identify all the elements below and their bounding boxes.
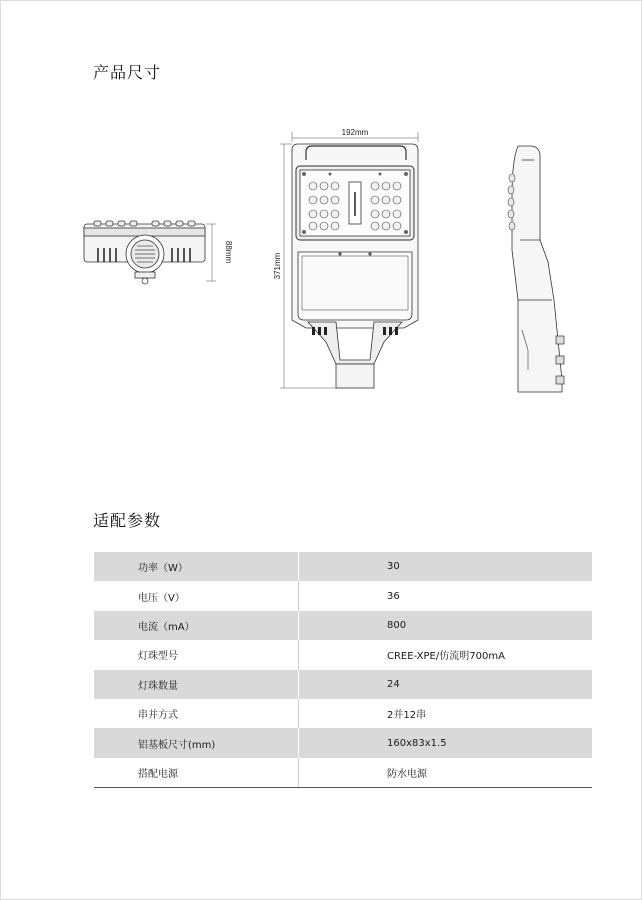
table-row	[94, 640, 592, 669]
param-value: 防水电源	[299, 758, 593, 787]
table-row	[94, 552, 592, 581]
param-label: 串并方式	[94, 699, 299, 728]
side-view-drawing	[508, 146, 564, 392]
param-label: 灯珠数量	[94, 670, 299, 699]
height-dimension-label: 88mm	[224, 240, 233, 264]
param-value: CREE-XPE/仿流明700mA	[299, 640, 593, 669]
table-row	[94, 728, 592, 757]
param-label: 搭配电源	[94, 758, 299, 787]
dimensions-section-title: 产品尺寸	[93, 63, 162, 82]
param-label: 电流（mA）	[94, 611, 299, 640]
param-label: 功率（W）	[94, 552, 299, 581]
table-row	[94, 699, 592, 728]
param-value: 800	[299, 611, 593, 640]
param-value: 24	[299, 670, 593, 699]
param-label: 铝基板尺寸(mm)	[94, 728, 299, 757]
param-value: 36	[299, 581, 593, 610]
param-value: 30	[299, 552, 593, 581]
top-view-drawing	[292, 144, 418, 388]
length-dimension-label: 371mm	[273, 252, 282, 280]
table-row	[94, 611, 592, 640]
table-row	[94, 581, 592, 610]
params-section-title: 适配参数	[93, 511, 162, 530]
front-view-drawing	[84, 221, 205, 284]
table-bottom-rule	[94, 787, 592, 788]
params-table	[94, 552, 592, 787]
param-value: 2并12串	[299, 699, 593, 728]
width-dimension-label: 192mm	[341, 128, 369, 137]
param-value: 160x83x1.5	[299, 728, 593, 757]
table-row	[94, 670, 592, 699]
param-label: 电压（V）	[94, 581, 299, 610]
table-row	[94, 758, 592, 787]
param-label: 灯珠型号	[94, 640, 299, 669]
